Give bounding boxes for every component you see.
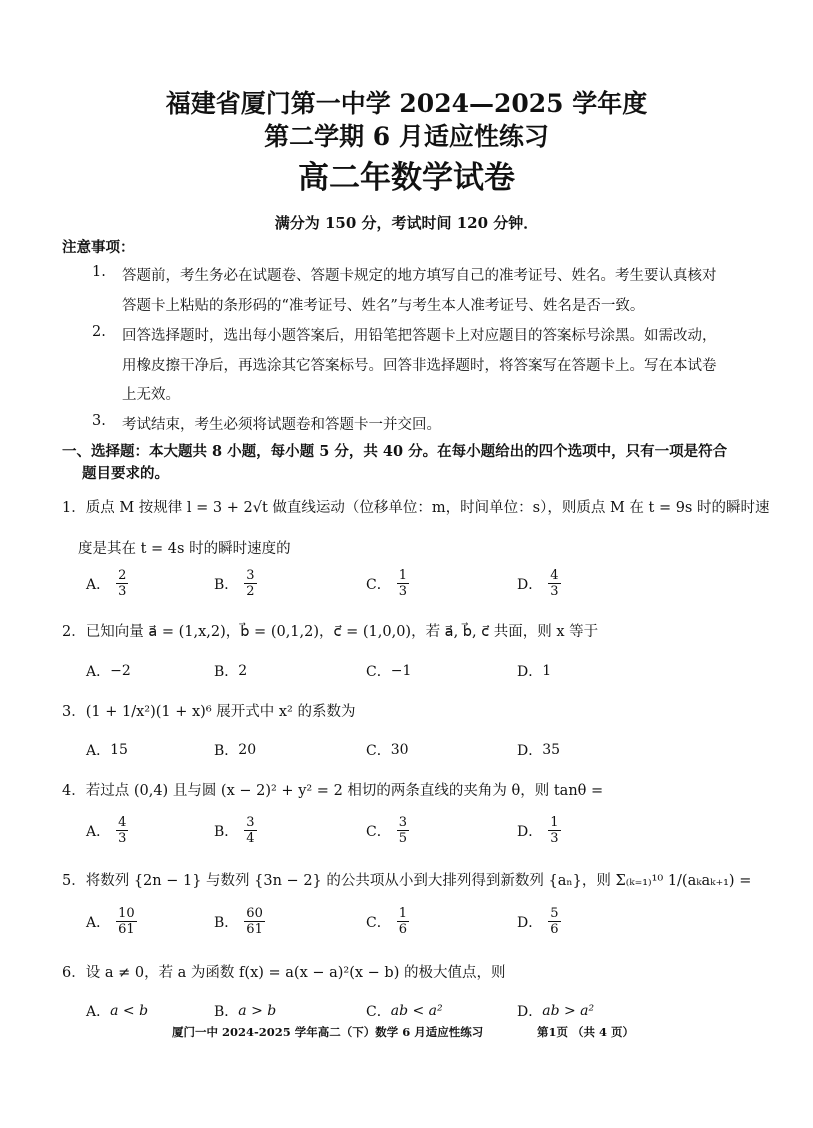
option-b[interactable]: [214, 661, 247, 681]
note-line: 考试结束，考生必须将试题卷和答题卡一并交回。: [122, 417, 441, 433]
option-fraction: $\frac{4}{3}$: [550, 568, 559, 599]
exam-session-title: 第二学期 6 月适应性练习: [264, 122, 549, 151]
question-stem: 3．(1 + 1/x²)(1 + x)⁶ 展开式中 x² 的系数为: [62, 704, 356, 720]
option-fraction: $\frac{5}{6}$: [550, 906, 559, 937]
question-stem: 度是其在 t = 4s 时的瞬时速度的: [78, 541, 291, 557]
option-value: 30: [390, 742, 409, 758]
option-a[interactable]: [86, 815, 128, 846]
option-c[interactable]: [366, 815, 409, 846]
option-value: 35: [542, 742, 561, 758]
option-label: C．: [366, 743, 391, 759]
option-label: A．: [86, 576, 111, 593]
option-label: A．: [86, 1004, 111, 1020]
option-fraction: $\frac{1}{3}$: [550, 815, 559, 846]
question-stem: 4．若过点 (0,4) 且与圆 (x − 2)² + y² = 2 相切的两条直线的夹角为 θ，则 tanθ =: [62, 783, 604, 799]
option-label: B．: [214, 914, 239, 931]
option-label: B．: [214, 576, 239, 593]
score-time-line: 满分为 150 分，考试时间 120 分钟．: [274, 214, 539, 232]
option-fraction: $\frac{1}{3}$: [398, 568, 407, 599]
option-fraction: $\frac{2}{3}$: [118, 568, 127, 599]
question-stem: 5．将数列 {2n − 1} 与数列 {3n − 2} 的公共项从小到大排列得到新数列 {aₙ}，则 Σ₍ₖ₌₁₎¹⁰ 1/(aₖaₖ₊₁) =: [62, 873, 752, 889]
section-heading-line: 题目要求的。: [82, 465, 169, 482]
option-b[interactable]: [214, 568, 257, 599]
option-label: C．: [366, 823, 391, 840]
option-value: −1: [390, 663, 412, 679]
option-value: a > b: [238, 1003, 277, 1019]
question-stem: 1．质点 M 按规律 l = 3 + 2√t 做直线运动（位移单位：m，时间单位：s），则质点 M 在 t = 9s 时的瞬时速: [62, 500, 770, 516]
option-label: C．: [366, 1004, 391, 1020]
option-value: a < b: [110, 1003, 149, 1019]
option-a[interactable]: [86, 906, 137, 937]
option-label: B．: [214, 743, 239, 759]
option-d[interactable]: [517, 815, 561, 846]
option-b[interactable]: [214, 740, 256, 760]
note-number: 1.: [92, 264, 106, 280]
option-label: A．: [86, 664, 111, 680]
option-label: A．: [86, 743, 111, 759]
note-number: 2.: [92, 324, 106, 340]
option-label: D．: [517, 823, 543, 840]
option-label: D．: [517, 743, 543, 759]
option-a[interactable]: [86, 740, 128, 760]
option-label: D．: [517, 576, 543, 593]
option-d[interactable]: [517, 906, 561, 937]
exam-subject-title: 高二年数学试卷: [298, 160, 515, 196]
option-b[interactable]: [214, 815, 257, 846]
option-value: 20: [238, 742, 257, 758]
option-a[interactable]: [86, 661, 131, 681]
question-stem: 2．已知向量 a⃗ = (1,x,2)，b⃗ = (0,1,2)，c⃗ = (1,0,0)，若 a⃗, b⃗, c⃗ 共面，则 x 等于: [62, 624, 599, 640]
option-value: 1: [542, 663, 552, 679]
option-b[interactable]: [214, 1001, 276, 1021]
note-line: 上无效。: [122, 387, 180, 403]
note-line: 回答选择题时，选出每小题答案后，用铅笔把答题卡上对应题目的答案标号涂黑。如需改动，: [122, 328, 717, 344]
option-d[interactable]: [517, 1001, 594, 1021]
option-c[interactable]: [366, 661, 411, 681]
option-a[interactable]: [86, 568, 128, 599]
option-c[interactable]: [366, 568, 409, 599]
option-d[interactable]: [517, 568, 561, 599]
option-c[interactable]: [366, 906, 409, 937]
option-value: −2: [110, 663, 131, 679]
option-fraction: $\frac{60}{61}$: [246, 906, 263, 937]
option-label: C．: [366, 576, 391, 593]
note-line: 答题前，考生务必在试题卷、答题卡规定的地方填写自己的准考证号、姓名。考生要认真核对: [122, 268, 717, 284]
option-fraction: $\frac{3}{5}$: [398, 815, 407, 846]
option-label: D．: [517, 1004, 543, 1020]
section-heading-line: 一、选择题：本大题共 8 小题，每小题 5 分，共 40 分。在每小题给出的四个选项中，只有一项是符合: [62, 443, 728, 460]
option-label: A．: [86, 823, 111, 840]
option-fraction: $\frac{3}{2}$: [246, 568, 255, 599]
option-b[interactable]: [214, 906, 265, 937]
footer-page-number: 第1页 （共 4 页）: [537, 1025, 635, 1039]
option-value: 15: [110, 742, 128, 758]
option-label: B．: [214, 823, 239, 840]
notes-title: 注意事项：: [62, 239, 135, 256]
option-d[interactable]: [517, 661, 551, 681]
option-label: A．: [86, 914, 111, 931]
option-label: B．: [214, 664, 239, 680]
section-heading: [62, 441, 756, 485]
option-label: D．: [517, 664, 543, 680]
option-value: ab > a²: [542, 1003, 595, 1019]
option-fraction: $\frac{1}{6}$: [398, 906, 407, 937]
note-number: 3.: [92, 413, 106, 429]
option-label: C．: [366, 664, 391, 680]
option-c[interactable]: [366, 1001, 443, 1021]
option-label: B．: [214, 1004, 239, 1020]
option-fraction: $\frac{4}{3}$: [118, 815, 127, 846]
footer-title: 厦门一中 2024-2025 学年高二（下）数学 6 月适应性练习: [172, 1025, 484, 1039]
note-line: 用橡皮擦干净后，再选涂其它答案标号。回答非选择题时，将答案写在答题卡上。写在本试卷: [122, 358, 717, 374]
note-line: 答题卡上粘贴的条形码的“准考证号、姓名”与考生本人准考证号、姓名是否一致。: [122, 298, 645, 314]
exam-school-title: 福建省厦门第一中学 2024—2025 学年度: [165, 89, 648, 118]
option-fraction: $\frac{3}{4}$: [246, 815, 255, 846]
option-value: ab < a²: [390, 1003, 443, 1019]
option-label: D．: [517, 914, 543, 931]
option-d[interactable]: [517, 740, 560, 760]
option-a[interactable]: [86, 1001, 148, 1021]
option-value: 2: [238, 663, 248, 679]
option-fraction: $\frac{10}{61}$: [118, 906, 135, 937]
option-label: C．: [366, 914, 391, 931]
question-stem: 6．设 a ≠ 0，若 a 为函数 f(x) = a(x − a)²(x − b) 的极大值点，则: [62, 965, 506, 981]
option-c[interactable]: [366, 740, 409, 760]
